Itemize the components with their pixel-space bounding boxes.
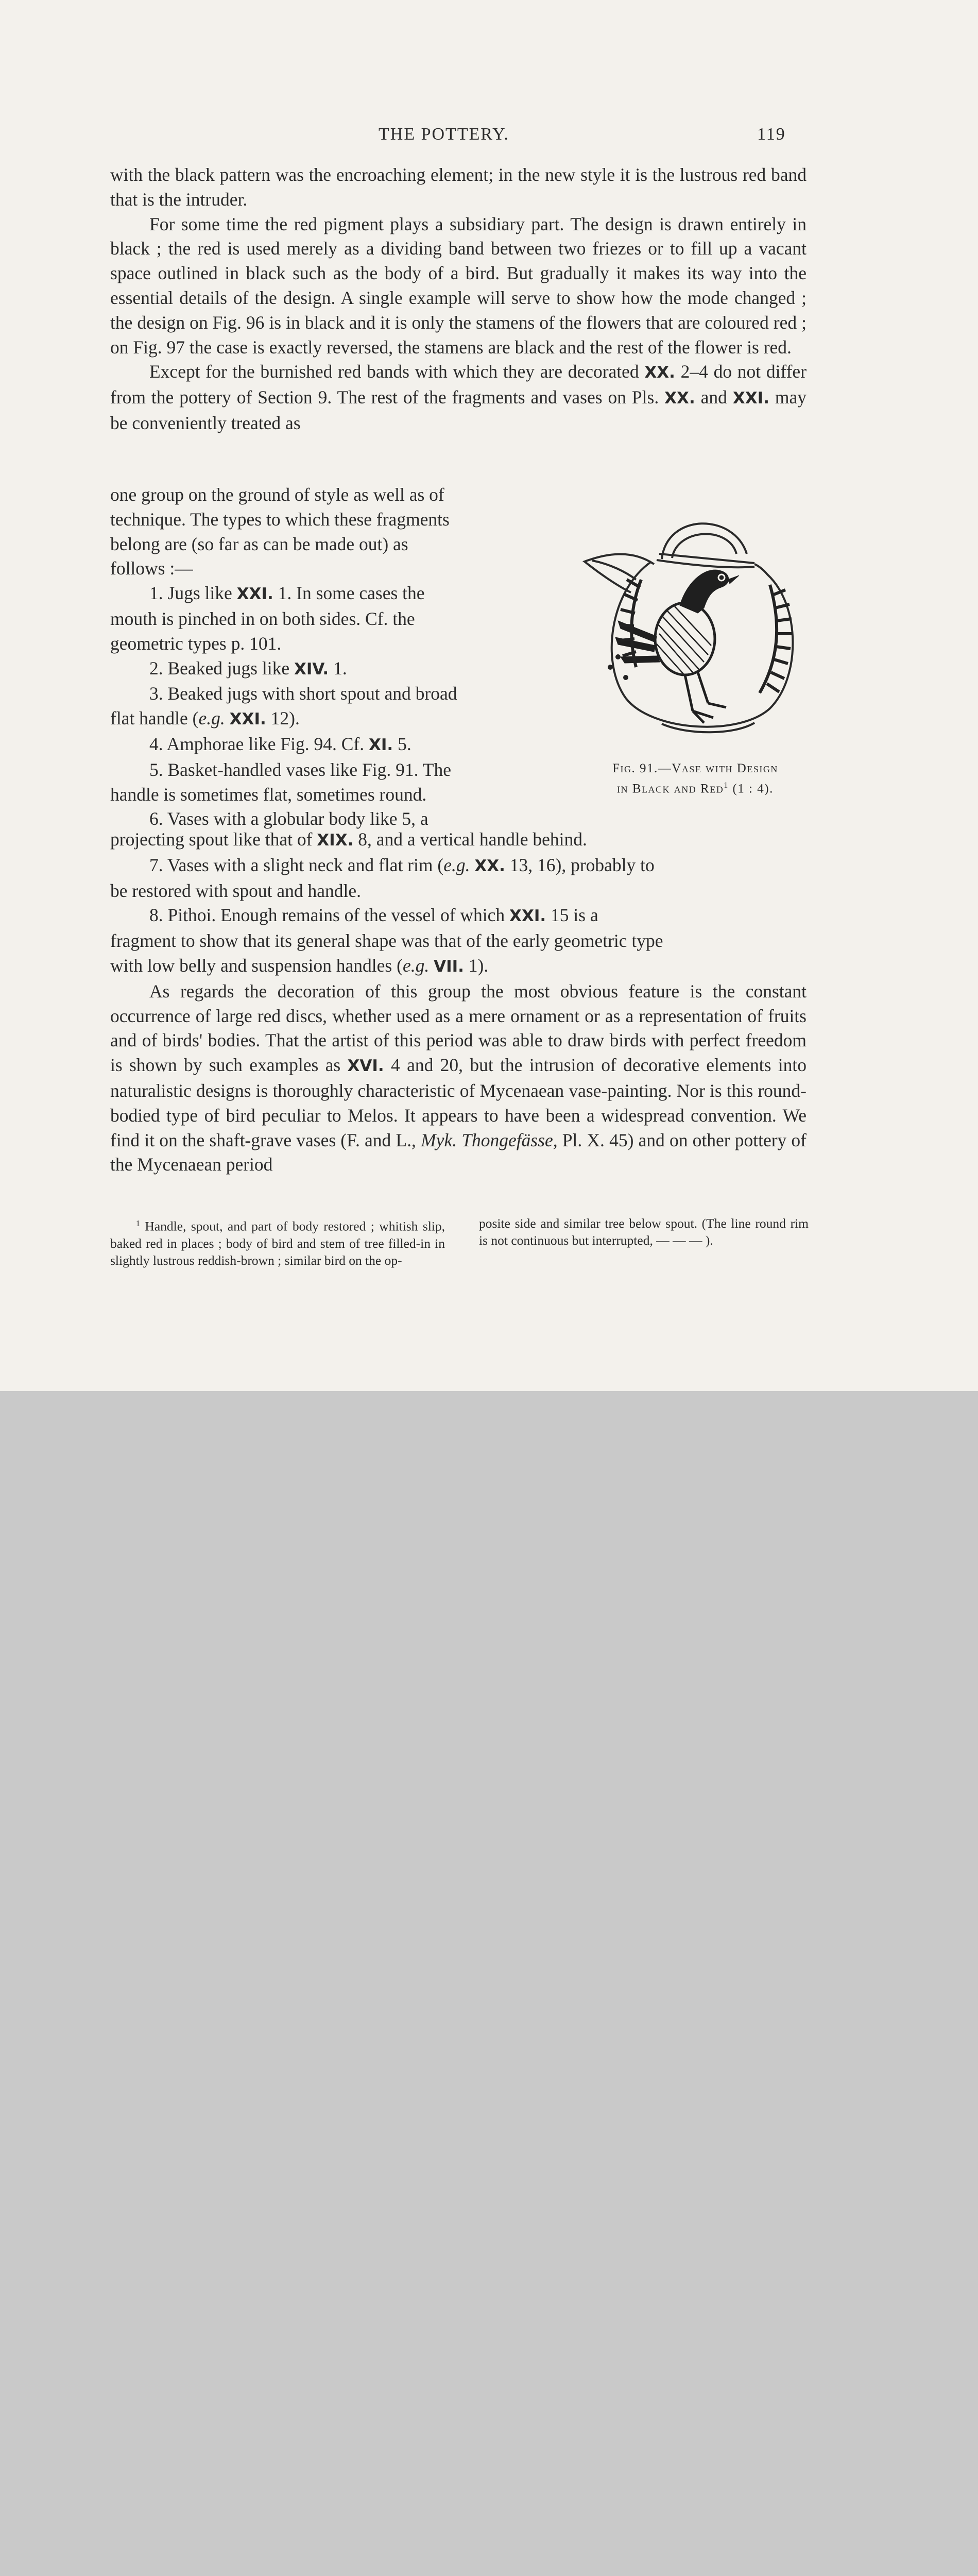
list-item-2: 2. Beaked jugs like XIV. 1. <box>149 657 347 679</box>
narrow-line: belong are (so far as can be made out) as <box>110 533 408 554</box>
footnote-left: $^1$ Handle, spout, and part of body restored ; whitish slip, baked red in places ; body of bird and stem of tree filled-in in slightly lustrous reddish-brown ; similar bird on the op- <box>110 1218 445 1268</box>
figure-caption: Fig. 91.—Vase with Design in Black and Red$^1$ (1 : 4). <box>572 760 819 797</box>
list-item-7: 7. Vases with a slight neck and flat rim (e.g. XX. 13, 16), probably to <box>149 854 655 875</box>
paragraph-red-pigment: For some time the red pigment plays a subsidiary part. The design is drawn entirely in black ; the red is used merely as a dividing band between two friezes or to fill up a vacant space outlined in black such as the body of a bird. But gradually it makes its way into the essential details of the design. A single example will serve to show how the mode changed ; the design on Fig. 96 is in black and it is only the stamens of the flowers that are coloured red ; on Fig. 97 the case is exactly reversed, the stamens are black and the rest of the flower is red. <box>110 213 807 358</box>
text-block-lower <box>110 827 807 1177</box>
running-title: THE POTTERY. <box>379 125 509 144</box>
list-item-8-cont: with low belly and suspension handles (e.g. VII. 1). <box>110 955 489 976</box>
list-item-5-cont: handle is sometimes flat, sometimes round. <box>110 784 427 805</box>
page-number: 119 <box>757 125 786 144</box>
text-block-narrow <box>110 483 548 832</box>
footnote-right: posite side and similar tree below spout. (The line round rim is not continuous but interrupted, — — — ). <box>479 1216 809 1248</box>
viewer-footer <box>0 1391 978 1563</box>
list-item-8-cont: fragment to show that its general shape was that of the early geometric type <box>110 930 663 952</box>
list-item-4: 4. Amphorae like Fig. 94. Cf. XI. 5. <box>149 733 411 754</box>
narrow-line: one group on the ground of style as well as of <box>110 484 444 505</box>
vase-handle <box>662 523 747 559</box>
paragraph-except: Except for the burnished red bands with which they are decorated XX. 2–4 do not differ from the pottery of Section 9. The rest of the fragments and vases on Pls. XX. and XXI. may be conveniently treated as <box>110 361 807 433</box>
list-item-6-cont: projecting spout like that of XIX. 8, and a vertical handle behind. <box>110 829 587 850</box>
narrow-line: follows :— <box>110 558 193 579</box>
vase-spout <box>585 554 654 592</box>
list-item-3: 3. Beaked jugs with short spout and broad <box>149 683 457 704</box>
list-item-3-cont: flat handle (e.g. XXI. 12). <box>110 708 300 729</box>
vase-figure <box>569 502 821 750</box>
paragraph-decoration: As regards the decoration of this group the most obvious feature is the constant occurrence of large red discs, whether used as a mere ornament or as a representation of fruits and of birds' bodies. That the artist of this period was able to draw birds with perfect freedom is shown by such examples as XVI. 4 and 20, but the intrusion of decorative elements into naturalistic designs is thoroughly characteristic of Mycenaean vase-painting. Nor is this round-bodied type of bird peculiar to Melos. It appears to have been a widespread convention. We find it on the shaft-grave vases (F. and L., Myk. Thongefässe, Pl. X. 45) and on other pottery of the Mycenaean period <box>110 980 807 1175</box>
bird-motif <box>615 570 739 723</box>
list-item-1: 1. Jugs like XXI. 1. In some cases the <box>149 583 425 604</box>
paragraph-continuation: with the black pattern was the encroaching element; in the new style it is the lustrous red band that is the intruder. <box>110 164 807 210</box>
list-item-5: 5. Basket-handled vases like Fig. 91. The <box>149 759 451 780</box>
narrow-line: technique. The types to which these fragments <box>110 509 450 530</box>
caption-line-2: in Black and Red$^1$ (1 : 4). <box>617 781 774 796</box>
list-item-8: 8. Pithoi. Enough remains of the vessel of which XXI. 15 is a <box>149 905 598 926</box>
text-block-top <box>110 163 807 436</box>
list-item-1-cont: mouth is pinched in on both sides. Cf. the <box>110 608 415 629</box>
list-item-1-cont: geometric types p. 101. <box>110 633 282 654</box>
list-item-6: 6. Vases with a globular body like 5, a <box>149 808 428 829</box>
list-item-7-cont: be restored with spout and handle. <box>110 880 362 901</box>
